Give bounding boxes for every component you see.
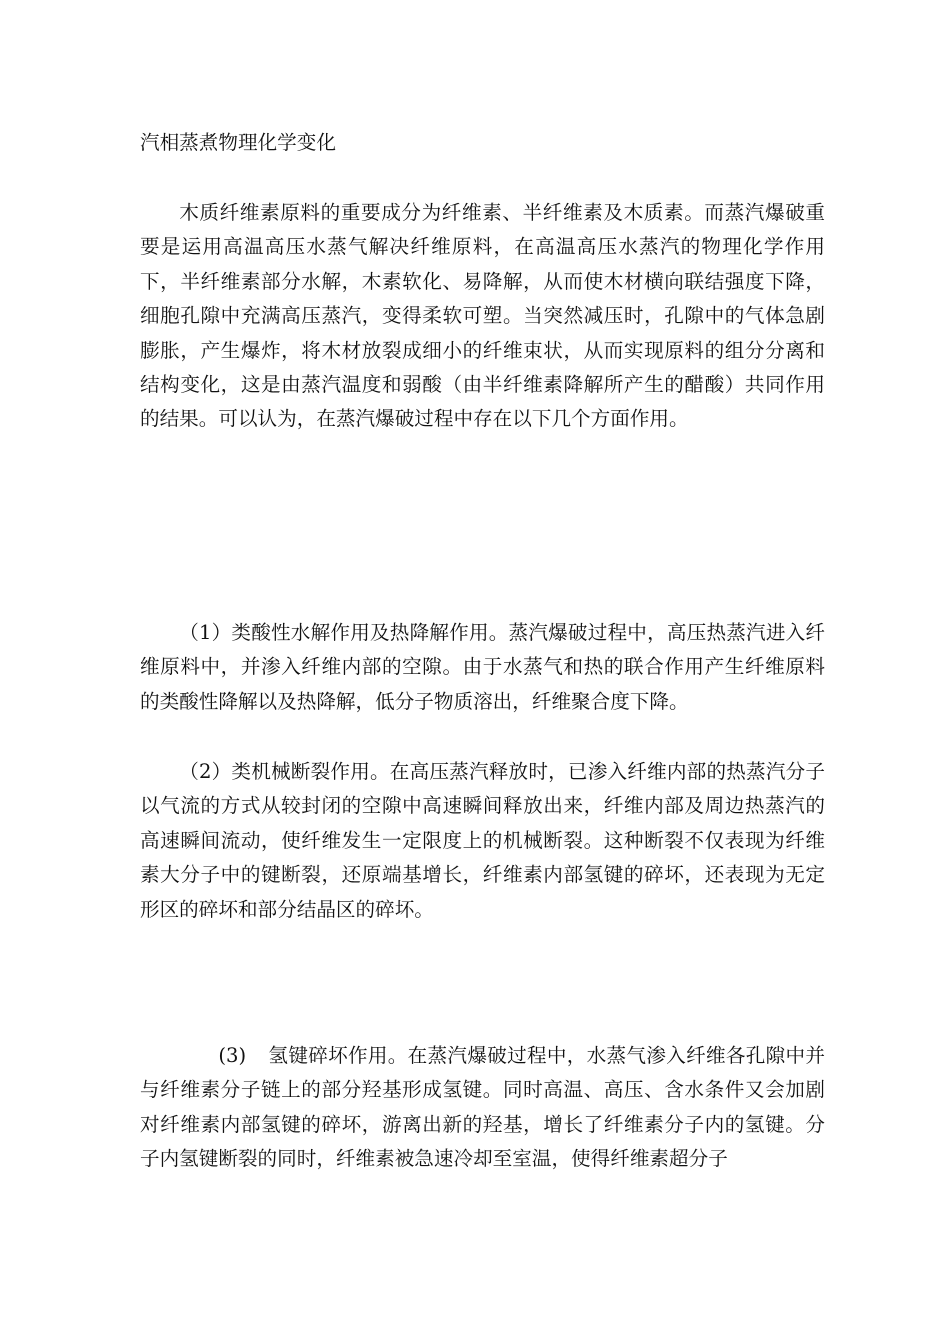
paragraph-3-text: （2）类机械断裂作用。在高压蒸汽释放时，已渗入纤维内部的热蒸汽分子以气流的方式从较封闭的空隙中高速瞬间释放出来，纤维内部及周边热蒸汽的高速瞬间流动，使纤维发生一定限度上的机械断裂。这种断裂不仅表现为纤维素大分子中的键断裂，还原端基增长，纤维素内部氢键的碎坏，还表现为无定形区的碎坏和部分结晶区的碎坏。 bbox=[140, 760, 825, 921]
paragraph-2-text: （1）类酸性水解作用及热降解作用。蒸汽爆破过程中，高压热蒸汽进入纤维原料中，并渗入纤维内部的空隙。由于水蒸气和热的联合作用产生纤维原料的类酸性降解以及热降解，低分子物质溶出，纤维聚合度下降。 bbox=[140, 621, 825, 713]
paragraph-4 bbox=[140, 1039, 825, 1177]
paragraph-4-text: 氢键碎坏作用。在蒸汽爆破过程中，水蒸气渗入纤维各孔隙中并与纤维素分子链上的部分羟基形成氢键。同时高温、高压、含水条件又会加剧对纤维素内部氢键的碎坏，游离出新的羟基，增长了纤维素分子内的氢键。分子内氢键断裂的同时，纤维素被急速冷却至室温，使得纤维素超分子 bbox=[140, 1044, 825, 1171]
paragraph-1-text: 木质纤维素原料的重要成分为纤维素、半纤维素及木质素。而蒸汽爆破重要是运用高温高压水蒸气解决纤维原料，在高温高压水蒸汽的物理化学作用下，半纤维素部分水解，木素软化、易降解，从而使木材横向联结强度下降，细胞孔隙中充满高压蒸汽，变得柔软可塑。当突然减压时，孔隙中的气体急剧膨胀，产生爆炸，将木材放裂成细小的纤维束状，从而实现原料的组分分离和结构变化，这是由蒸汽温度和弱酸（由半纤维素降解所产生的醋酸）共同作用的结果。可以认为，在蒸汽爆破过程中存在以下几个方面作用。 bbox=[140, 201, 825, 431]
document-title: 汽相蒸煮物理化学变化 bbox=[140, 131, 336, 154]
paragraph-2 bbox=[140, 616, 825, 719]
paragraph-4-body bbox=[140, 1039, 825, 1177]
paragraph-3 bbox=[140, 755, 825, 927]
paragraph-1 bbox=[140, 196, 825, 437]
paragraph-4-label: (3) bbox=[218, 1044, 247, 1067]
